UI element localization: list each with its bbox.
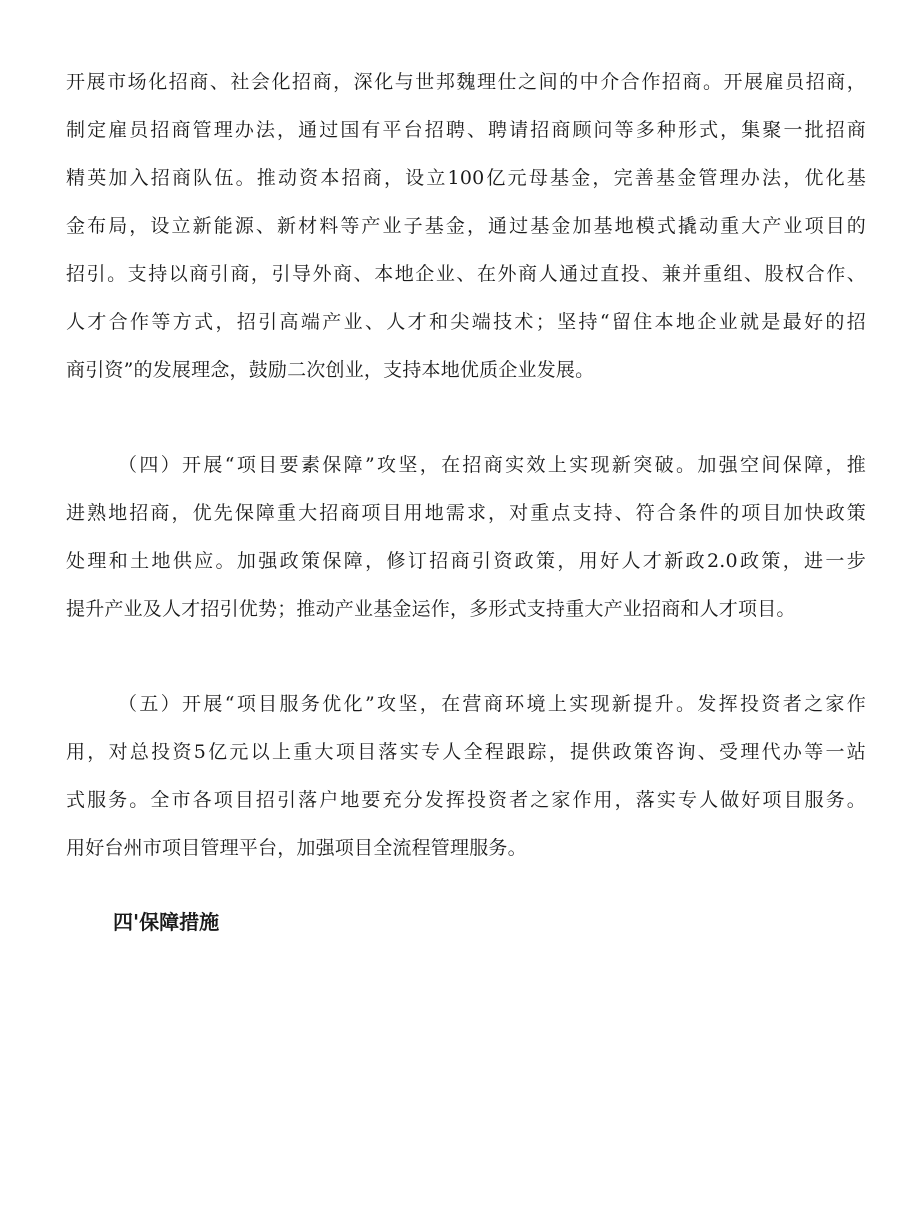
section-heading: 四'保障措施	[113, 910, 220, 934]
text-line: 式服务。全市各项目招引落户地要充分发挥投资者之家作用，落实专人做好项目服务。	[66, 789, 866, 811]
text-line: （四）开展“项目要素保障”攻坚，在招商实效上实现新突破。加强空间保障，推	[118, 454, 866, 476]
text-line: 制定雇员招商管理办法，通过国有平台招聘、聘请招商顾问等多种形式，集聚一批招商	[66, 119, 866, 141]
text-line: 提升产业及人才招引优势；推动产业基金运作，多形式支持重大产业招商和人才项目。	[66, 598, 796, 620]
text-line: 用，对总投资5亿元以上重大项目落实专人全程跟踪，提供政策咨询、受理代办等一站	[66, 741, 866, 763]
text-line: 开展市场化招商、社会化招商，深化与世邦魏理仕之间的中介合作招商。开展雇员招商，	[66, 71, 866, 93]
text-line: 商引资”的发展理念，鼓励二次创业，支持本地优质企业发展。	[66, 359, 595, 381]
text-line: 处理和土地供应。加强政策保障，修订招商引资政策，用好人才新政2.0政策，进一步	[66, 550, 866, 572]
text-line: 精英加入招商队伍。推动资本招商，设立100亿元母基金，完善基金管理办法，优化基	[66, 167, 866, 189]
text-line: 金布局，设立新能源、新材料等产业子基金，通过基金加基地模式撬动重大产业项目的	[66, 215, 866, 237]
text-line: （五）开展“项目服务优化”攻坚，在营商环境上实现新提升。发挥投资者之家作	[118, 693, 866, 715]
text-line: 人才合作等方式，招引高端产业、人才和尖端技术；坚持“留住本地企业就是最好的招	[66, 311, 866, 333]
text-line: 进熟地招商，优先保障重大招商项目用地需求，对重点支持、符合条件的项目加快政策	[66, 502, 866, 524]
text-line: 用好台州市项目管理平台，加强项目全流程管理服务。	[66, 837, 527, 859]
text-line: 招引。支持以商引商，引导外商、本地企业、在外商人通过直投、兼并重组、股权合作、	[66, 263, 866, 285]
